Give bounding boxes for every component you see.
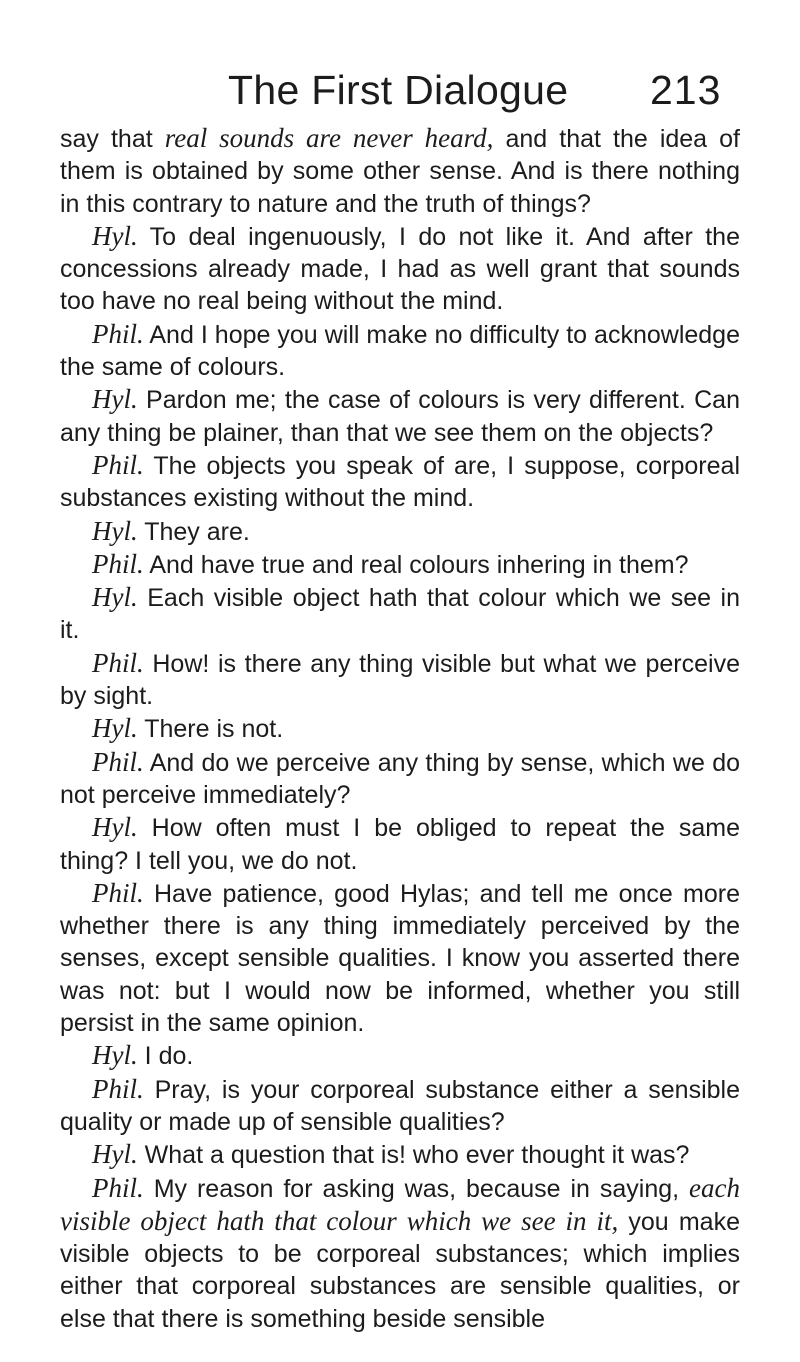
italic-phrase: real sounds are never heard,: [164, 123, 494, 153]
body-text: How! is there any thing visible but what we perceive by sight.: [60, 649, 740, 711]
dialogue-text: [60, 122, 740, 1335]
dialogue-paragraph: [60, 647, 740, 713]
page-header: [0, 60, 800, 120]
speaker-name: Hyl.: [92, 515, 138, 546]
body-text: Pray, is your corporeal substance either a sensible quality or made up of sensible qualities?: [60, 1075, 740, 1136]
dialogue-paragraph: [60, 1172, 740, 1335]
body-text: and that the idea of them is obtained by some other sense. And is there nothing in this contrary to nature and the truth of things?: [60, 125, 740, 218]
dialogue-paragraph: [60, 1073, 740, 1139]
dialogue-paragraph: [60, 877, 740, 1039]
body-text: The objects you speak of are, I suppose, corporeal substances existing without the mind.: [60, 451, 740, 513]
dialogue-paragraph: [60, 515, 740, 548]
dialogue-paragraph: [60, 1039, 740, 1072]
speaker-name: Phil.: [92, 746, 144, 777]
body-text: Pardon me; the case of colours is very different. Can any thing be plainer, than that we see them on the objects?: [60, 386, 740, 447]
dialogue-paragraph: [60, 318, 740, 384]
dialogue-paragraph: [60, 581, 740, 647]
speaker-name: Hyl.: [92, 1040, 138, 1071]
speaker-name: Hyl.: [92, 582, 138, 613]
body-text: you make visible objects to be corporeal substances; which implies either that corporeal substances are sensible qualities, or else that there is something beside sensible: [60, 1207, 740, 1333]
body-text: They are.: [137, 517, 250, 546]
dialogue-paragraph: [60, 712, 740, 745]
speaker-name: Phil.: [92, 1172, 144, 1203]
speaker-name: Phil.: [92, 877, 144, 908]
body-text: There is not.: [137, 715, 284, 744]
speaker-name: Hyl.: [92, 812, 138, 843]
speaker-name: Phil.: [92, 1073, 144, 1104]
running-title: The First Dialogue: [228, 67, 569, 113]
page-number: 213: [650, 67, 722, 113]
dialogue-paragraph: [60, 746, 740, 812]
body-text: Each visible object hath that colour which we see in it.: [60, 584, 740, 645]
body-text: Have patience, good Hylas; and tell me once more whether there is any thing immediately perceived by the senses, except sensible qualities. I know you asserted there was not: but I would now be informed, whether you still persist in the same opinion.: [60, 879, 740, 1038]
dialogue-paragraph: [60, 220, 740, 318]
body-text: To deal ingenuously, I do not like it. And after the concessions already made, I had as well grant that sounds too have no real being without the mind.: [60, 222, 740, 316]
body-text: And I hope you will make no difficulty to acknowledge the same of colours.: [60, 320, 740, 382]
speaker-name: Phil.: [92, 647, 144, 678]
dialogue-paragraph: [60, 1138, 740, 1171]
speaker-name: Phil.: [92, 449, 144, 480]
speaker-name: Hyl.: [92, 713, 138, 744]
speaker-name: Hyl.: [92, 384, 138, 415]
body-text: My reason for asking was, because in saying,: [143, 1174, 690, 1203]
speaker-name: Hyl.: [92, 1139, 138, 1170]
paragraph-continuation: [60, 122, 740, 220]
speaker-name: Phil.: [92, 318, 144, 349]
body-text: And have true and real colours inhering in them?: [143, 550, 689, 579]
dialogue-paragraph: [60, 811, 740, 877]
dialogue-paragraph: [60, 449, 740, 515]
dialogue-paragraph: [60, 383, 740, 449]
speaker-name: Phil.: [92, 548, 144, 579]
body-text: say that: [60, 125, 165, 153]
italic-phrase: each visible object hath that colour which we see in it,: [60, 1172, 740, 1236]
body-text: I do.: [137, 1042, 194, 1071]
body-text: How often must I be obliged to repeat the same thing? I tell you, we do not.: [60, 814, 740, 875]
dialogue-paragraph: [60, 548, 740, 581]
speaker-name: Hyl.: [92, 220, 138, 251]
body-text: And do we perceive any thing by sense, which we do not perceive immediately?: [60, 748, 740, 809]
body-text: What a question that is! who ever thought it was?: [137, 1141, 690, 1170]
